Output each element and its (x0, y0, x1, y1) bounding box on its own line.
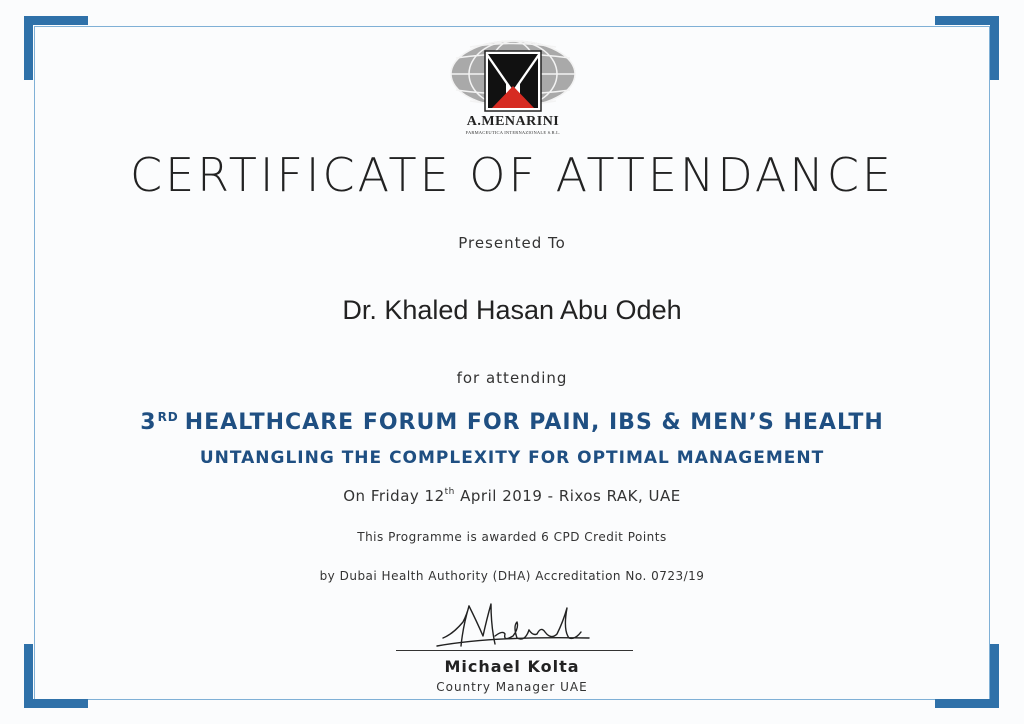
date-prefix: On Friday 12 (343, 487, 445, 505)
frame-corner-bottom-left (24, 644, 88, 708)
frame-corner-top-right (935, 16, 999, 80)
event-title (0, 410, 1024, 435)
recipient-name: Dr. Khaled Hasan Abu Odeh (342, 295, 682, 325)
for-attending-label: for attending (456, 369, 568, 387)
event-ordinal-number: 3 (140, 410, 157, 435)
signature-line (396, 650, 633, 651)
date-rest: April 2019 - Rixos RAK, UAE (454, 487, 681, 505)
signatory-role: Country Manager UAE (436, 680, 588, 694)
certificate-title: CERTIFICATE OF ATTENDANCE (129, 148, 894, 202)
handwritten-signature (433, 596, 593, 656)
cpd-points-line: This Programme is awarded 6 CPD Credit Points (357, 530, 667, 544)
presented-to-label: Presented To (458, 234, 566, 252)
frame-corner-bottom-right (935, 644, 999, 708)
event-ordinal-suffix: RD (157, 410, 179, 424)
event-title-text: HEALTHCARE FORUM FOR PAIN, IBS & MEN’S HEALTH (184, 410, 884, 435)
menarini-globe-icon (448, 36, 578, 114)
menarini-logo (448, 36, 578, 136)
logo-company-subtitle: FARMACEUTICA INTERNAZIONALE S.R.L. (465, 130, 561, 135)
event-date-location (0, 487, 1024, 505)
dha-accreditation-line: by Dubai Health Authority (DHA) Accreditation No. 0723/19 (319, 569, 705, 583)
frame-corner-top-left (24, 16, 88, 80)
date-suffix: th (444, 487, 455, 497)
event-subtitle: UNTANGLING THE COMPLEXITY FOR OPTIMAL MANAGEMENT (199, 448, 825, 468)
logo-company-name: A.MENARINI (466, 114, 560, 129)
signatory-name: Michael Kolta (444, 657, 580, 676)
